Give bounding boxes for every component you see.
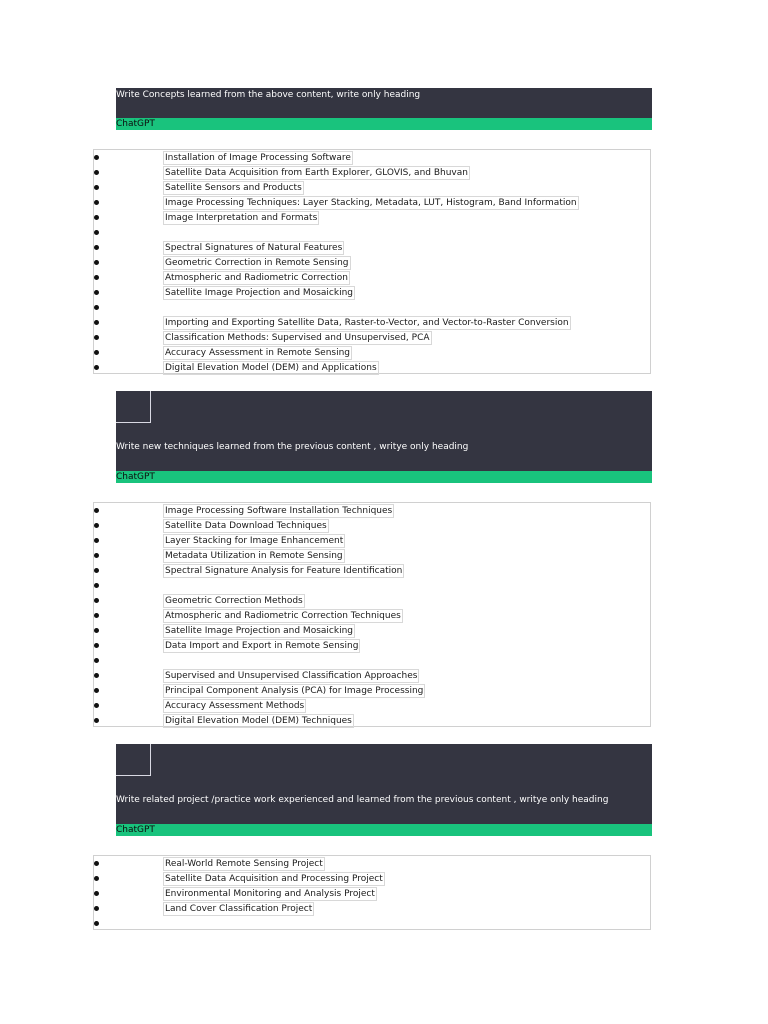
bullet-icon [94,538,99,543]
list-item-text: Image Interpretation and Formats [165,213,318,223]
list-item [94,210,650,225]
bullet-icon [94,643,99,648]
chatgpt-label-bar-2 [116,471,652,483]
bullet-icon [94,658,99,663]
list-item-text: Satellite Image Projection and Mosaicking [165,288,353,298]
list-item-text: Land Cover Classification Project [165,904,313,914]
list-item [94,150,650,165]
list-item [94,886,650,901]
list-item-text: Satellite Image Projection and Mosaicking [165,626,353,636]
list-item-text: Importing and Exporting Satellite Data, Raster-to-Vector, and Vector-to-Raster Conversion [165,318,569,328]
list-item [94,713,650,728]
bullet-icon [94,275,99,280]
list-item [94,300,650,315]
list-item-text: Classification Methods: Supervised and Unsupervised, PCA [165,333,430,343]
list-item-text: Geometric Correction Methods [165,596,303,606]
list-item [94,345,650,360]
bullet-icon [94,290,99,295]
list-item [94,180,650,195]
list-item-text: Image Processing Software Installation Techniques [165,506,393,516]
response-list-1 [93,149,651,374]
list-item [94,285,650,300]
bullet-icon [94,613,99,618]
list-item [94,240,650,255]
user-avatar-box [116,744,151,776]
bullet-icon [94,598,99,603]
bullet-icon [94,921,99,926]
bullet-icon [94,861,99,866]
list-item [94,503,650,518]
list-item-text: Spectral Signature Analysis for Feature Identification [165,566,403,576]
list-item [94,360,650,375]
chatgpt-label: ChatGPT [116,472,155,482]
bullet-icon [94,230,99,235]
bullet-list [94,503,650,728]
chatgpt-label-bar-1 [116,118,652,130]
bullet-icon [94,688,99,693]
list-item [94,165,650,180]
list-item-text: Satellite Data Acquisition from Earth Explorer, GLOVIS, and Bhuvan [165,168,468,178]
bullet-icon [94,305,99,310]
list-item [94,578,650,593]
list-item [94,871,650,886]
chatgpt-label: ChatGPT [116,119,155,129]
list-item [94,668,650,683]
bullet-icon [94,628,99,633]
bullet-icon [94,200,99,205]
list-item-text: Layer Stacking for Image Enhancement [165,536,344,546]
prompt-text: Write related project /practice work experienced and learned from the previous content , writye only heading [116,795,609,805]
prompt-text: Write new techniques learned from the previous content , writye only heading [116,442,469,452]
list-item-text: Atmospheric and Radiometric Correction Techniques [165,611,401,621]
bullet-icon [94,876,99,881]
bullet-list [94,150,650,375]
list-item-text: Environmental Monitoring and Analysis Project [165,889,375,899]
bullet-icon [94,365,99,370]
bullet-icon [94,891,99,896]
bullet-icon [94,906,99,911]
chatgpt-label: ChatGPT [116,825,155,835]
list-item [94,623,650,638]
bullet-icon [94,553,99,558]
bullet-icon [94,320,99,325]
bullet-icon [94,185,99,190]
list-item [94,270,650,285]
list-item-text: Atmospheric and Radiometric Correction [165,273,348,283]
list-item [94,698,650,713]
list-item [94,653,650,668]
list-item [94,255,650,270]
bullet-icon [94,260,99,265]
list-item-text: Accuracy Assessment Methods [165,701,305,711]
bullet-icon [94,245,99,250]
list-item-text: Data Import and Export in Remote Sensing [165,641,359,651]
bullet-icon [94,523,99,528]
bullet-icon [94,155,99,160]
bullet-icon [94,703,99,708]
list-item [94,608,650,623]
list-item-text: Supervised and Unsupervised Classification Approaches [165,671,418,681]
list-item [94,638,650,653]
list-item-text: Satellite Data Download Techniques [165,521,327,531]
list-item [94,683,650,698]
bullet-icon [94,673,99,678]
list-item [94,195,650,210]
response-list-2 [93,502,651,727]
list-item-text: Geometric Correction in Remote Sensing [165,258,349,268]
list-item-text: Satellite Data Acquisition and Processing Project [165,874,383,884]
list-item [94,563,650,578]
list-item-text: Installation of Image Processing Software [165,153,351,163]
list-item-text: Spectral Signatures of Natural Features [165,243,343,253]
list-item [94,315,650,330]
bullet-icon [94,568,99,573]
list-item-text: Image Processing Techniques: Layer Stacking, Metadata, LUT, Histogram, Band Information [165,198,577,208]
user-prompt-3 [116,744,652,824]
bullet-icon [94,350,99,355]
list-item [94,518,650,533]
list-item [94,330,650,345]
bullet-icon [94,215,99,220]
list-item-text: Digital Elevation Model (DEM) and Applications [165,363,377,373]
response-list-3 [93,855,651,930]
list-item-text: Principal Component Analysis (PCA) for Image Processing [165,686,424,696]
list-item [94,916,650,931]
list-item-text: Digital Elevation Model (DEM) Techniques [165,716,352,726]
user-prompt-1 [116,88,652,118]
list-item-text: Accuracy Assessment in Remote Sensing [165,348,351,358]
list-item-text: Metadata Utilization in Remote Sensing [165,551,343,561]
bullet-icon [94,583,99,588]
prompt-text: Write Concepts learned from the above content, write only heading [116,90,421,100]
list-item [94,593,650,608]
list-item [94,225,650,240]
list-item [94,548,650,563]
list-item [94,856,650,871]
list-item [94,533,650,548]
chatgpt-label-bar-3 [116,824,652,836]
list-item [94,901,650,916]
bullet-icon [94,170,99,175]
list-item-text: Satellite Sensors and Products [165,183,302,193]
list-item-text: Real-World Remote Sensing Project [165,859,323,869]
bullet-icon [94,718,99,723]
bullet-icon [94,508,99,513]
bullet-icon [94,335,99,340]
user-avatar-box [116,391,151,423]
user-prompt-2 [116,391,652,471]
bullet-list [94,856,650,931]
